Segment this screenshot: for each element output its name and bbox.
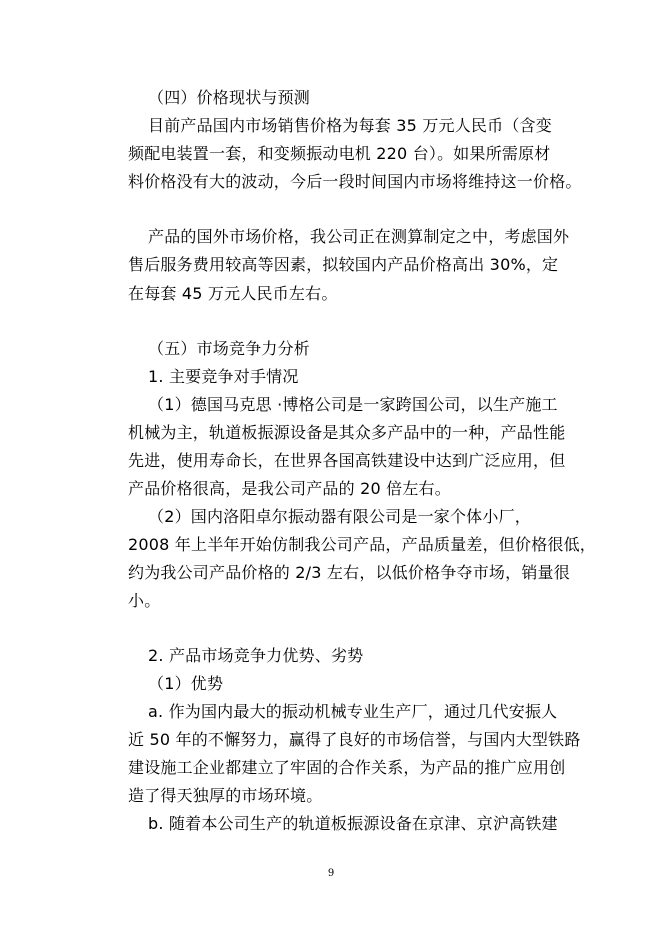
paragraph-line: a. 作为国内最大的振动机械专业生产厂，通过几代安振人 [148, 702, 558, 721]
paragraph-line: 2008 年上半年开始仿制我公司产品，产品质量差，但价格很低， [128, 535, 597, 554]
section-heading-competition: （五）市场竞争力分析 [148, 339, 311, 358]
paragraph-line: （2）国内洛阳卓尔振动器有限公司是一家个体小厂， [148, 507, 531, 526]
page-number: 9 [327, 868, 335, 879]
paragraph-line: 小。 [128, 591, 161, 610]
paragraph-line: 料价格没有大的波动，今后一段时间国内市场将维持这一价格。 [128, 172, 582, 191]
paragraph-line: 先进，使用寿命长，在世界各国高铁建设中达到广泛应用，但 [128, 451, 566, 470]
subheading-competitors: 1. 主要竞争对手情况 [148, 367, 299, 386]
section-heading-price: （四）价格现状与预测 [148, 88, 311, 107]
paragraph-line: 机械为主，轨道板振源设备是其众多产品中的一种，产品性能 [128, 423, 566, 442]
paragraph-line: （1）德国马克思 ·博格公司是一家跨国公司，以生产施工 [148, 395, 558, 414]
paragraph-line: 约为我公司产品价格的 2/3 左右，以低价格争夺市场，销量很 [128, 563, 570, 582]
paragraph-line: 建设施工企业都建立了牢固的合作关系，为产品的推广应用创 [128, 758, 566, 777]
paragraph-line: 频配电装置一套，和变频振动电机 220 台）。如果所需原材 [128, 144, 551, 163]
paragraph-line: 在每套 45 万元人民币左右。 [128, 284, 338, 303]
paragraph-line: 目前产品国内市场销售价格为每套 35 万元人民币（含变 [148, 116, 552, 135]
paragraph-line: 产品价格很高，是我公司产品的 20 倍左右。 [128, 479, 451, 498]
paragraph-line: 近 50 年的不懈努力，赢得了良好的市场信誉，与国内大型铁路 [128, 730, 581, 749]
paragraph-line: 造了得天独厚的市场环境。 [128, 786, 323, 805]
subheading-advantages: （1）优势 [148, 674, 224, 693]
subheading-advantages-disadvantages: 2. 产品市场竞争力优势、劣势 [148, 646, 364, 665]
paragraph-line: 售后服务费用较高等因素，拟较国内产品价格高出 30%，定 [128, 255, 559, 274]
paragraph-line: b. 随着本公司生产的轨道板振源设备在京津、京沪高铁建 [148, 814, 558, 833]
paragraph-line: 产品的国外市场价格，我公司正在测算制定之中，考虑国外 [148, 227, 570, 246]
